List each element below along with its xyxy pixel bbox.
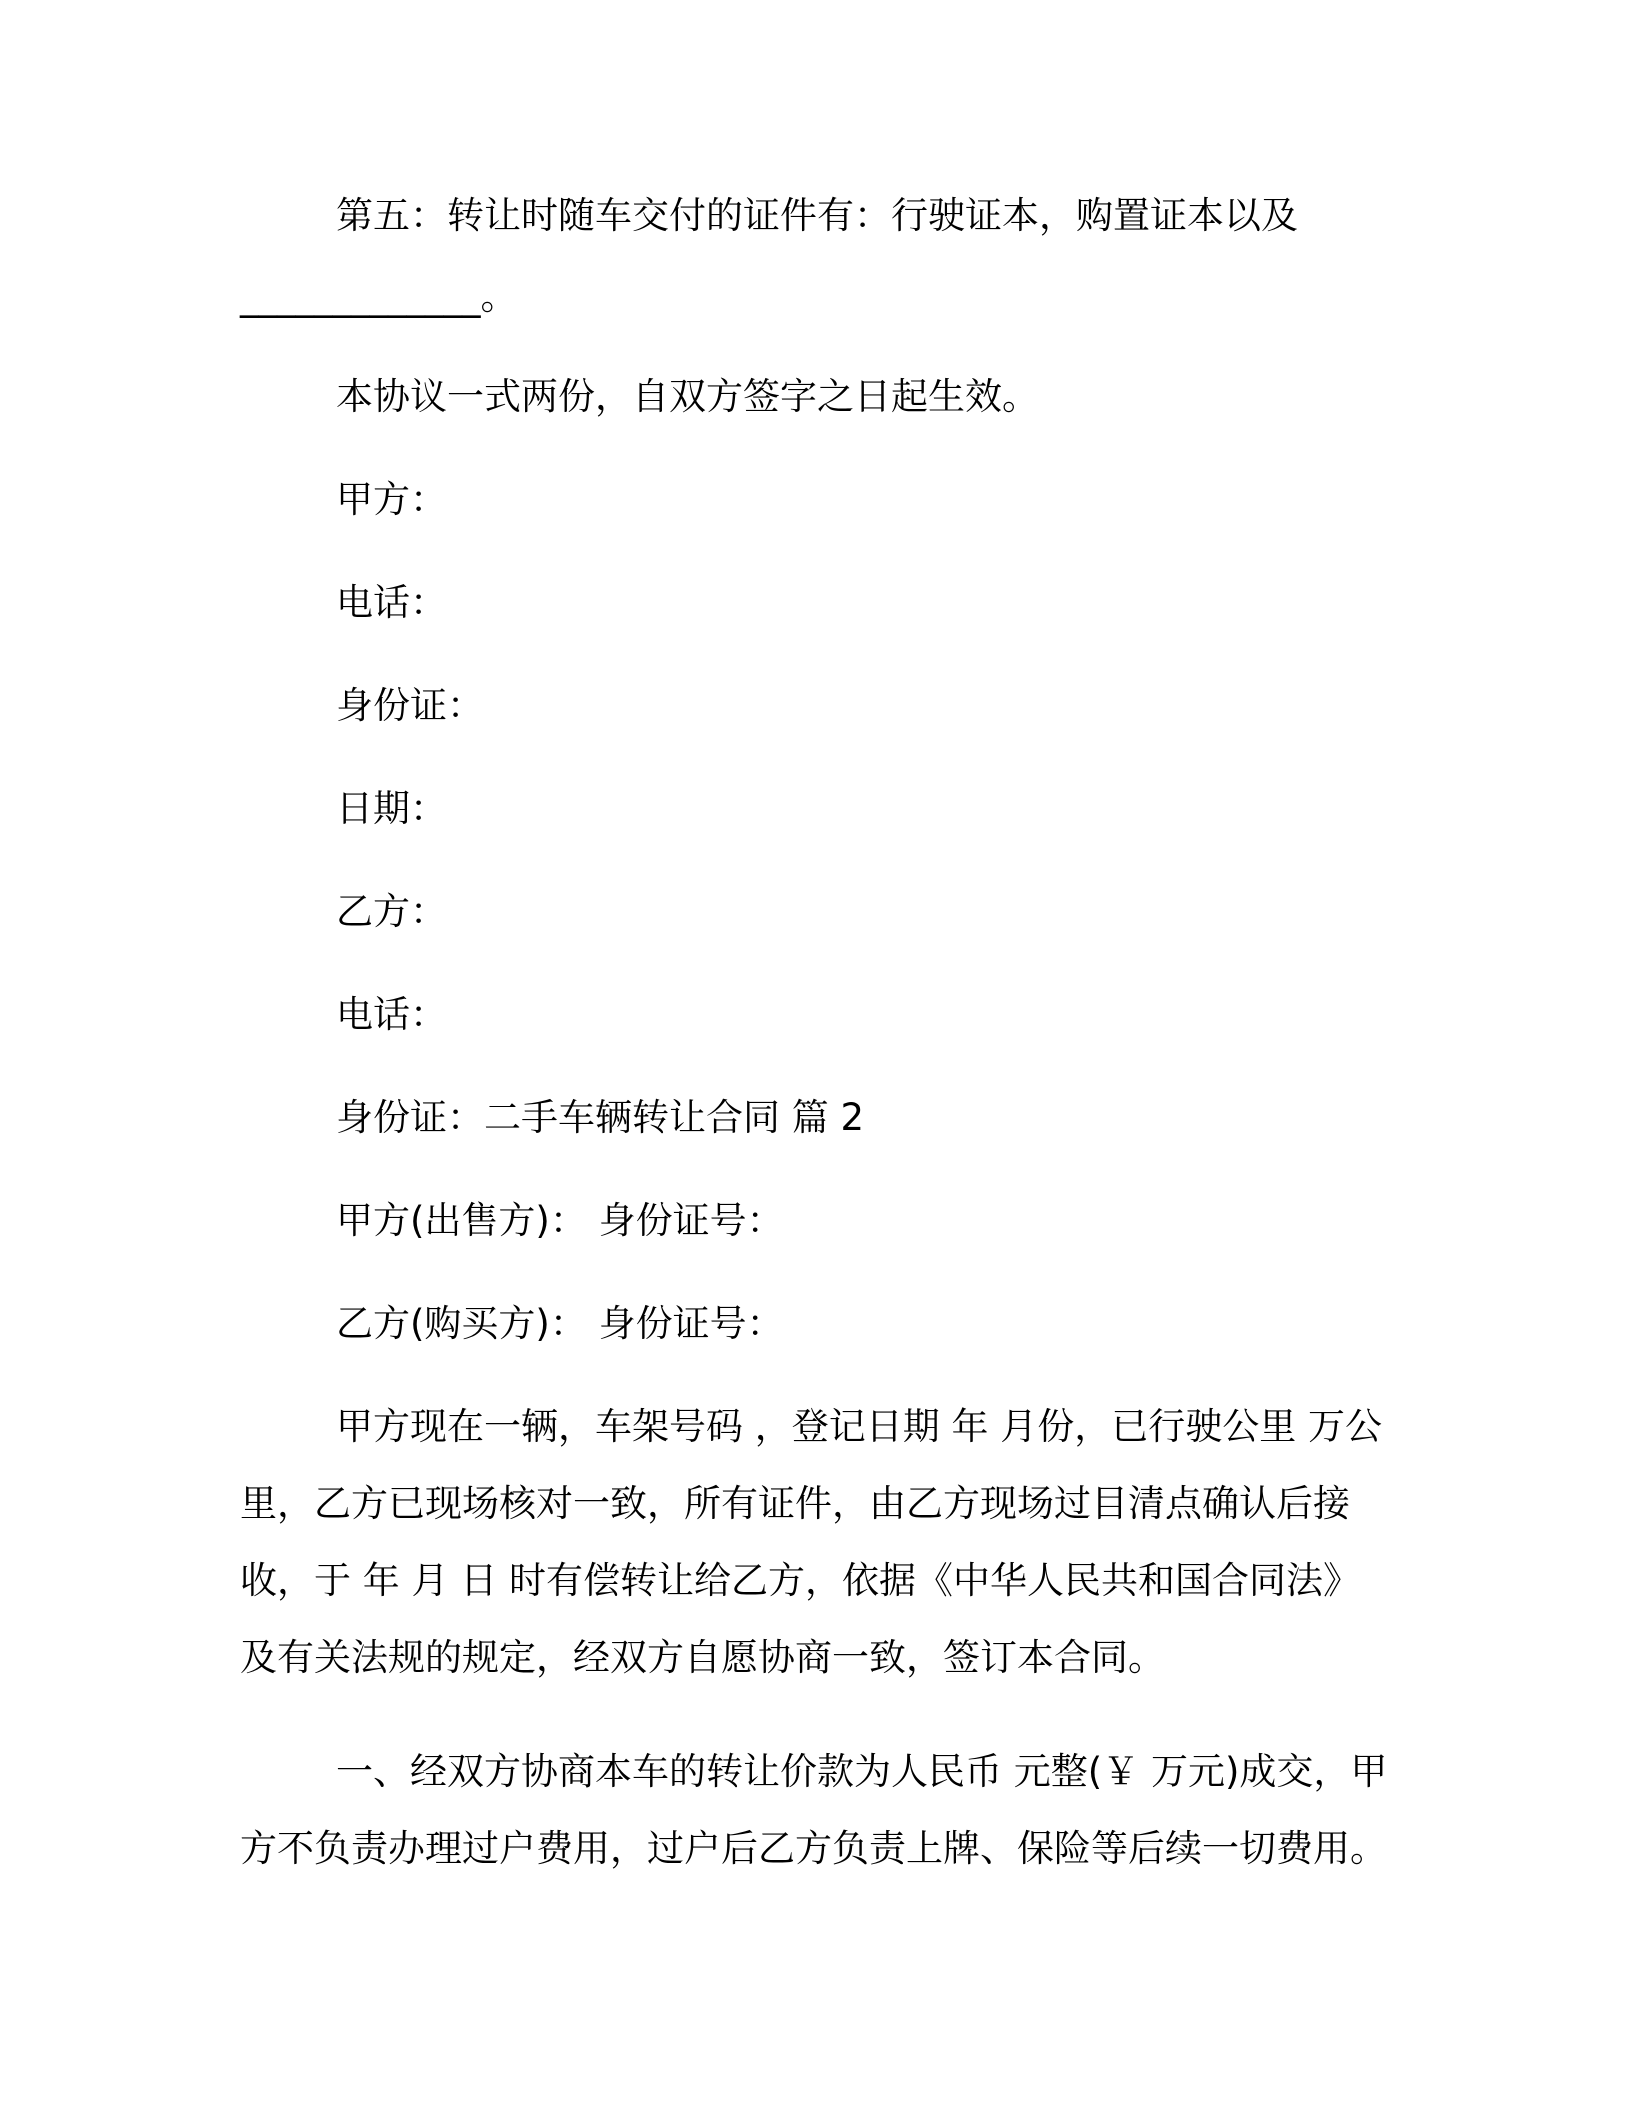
clause-five-line-1: 第五：转让时随车交付的证件有：行驶证本，购置证本以及 (336, 194, 1298, 237)
party-a-phone-label: 电话： (336, 581, 447, 624)
paragraph-line: 方不负责办理过户费用，过户后乙方负责上牌、保险等后续一切费用。 (240, 1827, 1387, 1870)
paragraph-line: 甲方现在一辆，车架号码 ，登记日期 年 月份，已行驶公里 万公 (336, 1405, 1383, 1448)
effective-clause: 本协议一式两份，自双方签字之日起生效。 (336, 375, 1039, 418)
party-b-label: 乙方： (336, 890, 447, 933)
paragraph-line: 一、经双方协商本车的转让价款为人民币 元整(￥ 万元)成交，甲 (336, 1750, 1388, 1793)
party-a-label: 甲方： (336, 478, 447, 521)
clause-five-line-2: _____________。 (240, 275, 518, 318)
party-b-phone-label: 电话： (336, 993, 447, 1036)
party-a-id-label: 身份证： (336, 684, 484, 727)
paragraph-line: 及有关法规的规定，经双方自愿协商一致，签订本合同。 (240, 1636, 1165, 1679)
vehicle-description-paragraph (240, 1388, 1410, 1696)
date-label: 日期： (336, 787, 447, 830)
paragraph-line: 收，于 年 月 日 时有偿转让给乙方，依据《中华人民共和国合同法》 (240, 1559, 1361, 1602)
party-b-id-and-contract-title: 身份证：二手车辆转让合同 篇 2 (336, 1096, 865, 1139)
price-clause-paragraph (240, 1733, 1410, 1887)
paragraph-line: 里，乙方已现场核对一致，所有证件，由乙方现场过目清点确认后接 (240, 1482, 1350, 1525)
buyer-line: 乙方(购买方)： 身份证号： (336, 1302, 784, 1345)
seller-line: 甲方(出售方)： 身份证号： (336, 1199, 784, 1242)
